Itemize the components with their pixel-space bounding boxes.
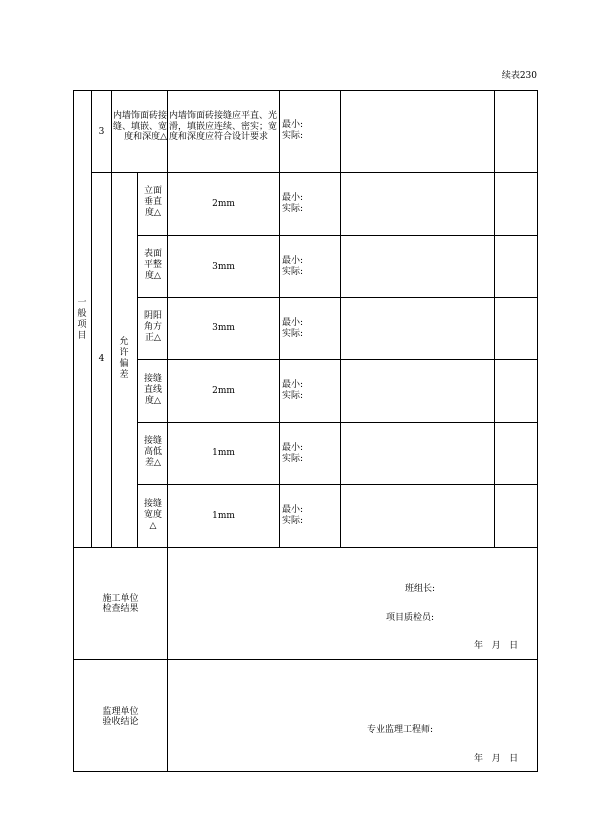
item3-number: 3 [98, 127, 105, 137]
quality-inspector-label: 项目质检员: [386, 613, 435, 623]
row3-actual-label: 实际: [282, 329, 304, 339]
row1-actual-label: 实际: [282, 204, 304, 214]
row1-value: 2mm [212, 199, 235, 209]
row2-name: 表面平整度△ [143, 249, 162, 281]
row2-value: 3mm [212, 262, 235, 272]
row5-min-label: 最小: [282, 443, 304, 453]
row3-name: 阴阳角方正△ [143, 311, 162, 343]
supervision-date: 年 月 日 [474, 754, 519, 764]
row4-value: 2mm [212, 386, 235, 396]
row4-min-label: 最小: [282, 380, 304, 390]
item3-name: 内墙饰面砖接缝、填嵌、宽度和深度△ [113, 111, 168, 142]
item3-requirement: 内墙饰面砖接缝应平直、光滑，填嵌应连续、密实；宽度和深度应符合设计要求 [169, 111, 278, 142]
team-leader-label: 班组长: [405, 584, 436, 594]
construction-date: 年 月 日 [474, 641, 519, 651]
item4-number: 4 [98, 354, 105, 364]
general-items-label: 一般项目 [77, 298, 87, 341]
continuation-label: 续表230 [501, 71, 537, 81]
row5-actual-label: 实际: [282, 454, 304, 464]
item3-actual-label: 实际: [282, 131, 304, 141]
row6-actual-label: 实际: [282, 516, 304, 526]
row4-actual-label: 实际: [282, 391, 304, 401]
construction-label-line1: 施工单位 [102, 594, 139, 604]
row1-min-label: 最小: [282, 193, 304, 203]
row3-value: 3mm [212, 323, 235, 333]
supervision-label-line2: 验收结论 [102, 717, 139, 727]
item3-min-label: 最小: [282, 120, 304, 130]
construction-label-line2: 检查结果 [102, 604, 139, 614]
row3-min-label: 最小: [282, 318, 304, 328]
row2-min-label: 最小: [282, 256, 304, 266]
row5-name: 接缝高低差△ [143, 436, 162, 468]
row4-name: 接缝直线度△ [143, 374, 162, 406]
row6-name: 接缝宽度△ [143, 499, 162, 531]
item4-group-label: 允许偏差 [119, 337, 129, 380]
row5-value: 1mm [212, 448, 235, 458]
row6-min-label: 最小: [282, 505, 304, 515]
row1-name: 立面垂直度△ [143, 186, 162, 218]
supervising-engineer-label: 专业监理工程师: [367, 725, 434, 735]
row6-value: 1mm [212, 511, 235, 521]
row2-actual-label: 实际: [282, 267, 304, 277]
supervision-label-line1: 监理单位 [102, 707, 139, 717]
